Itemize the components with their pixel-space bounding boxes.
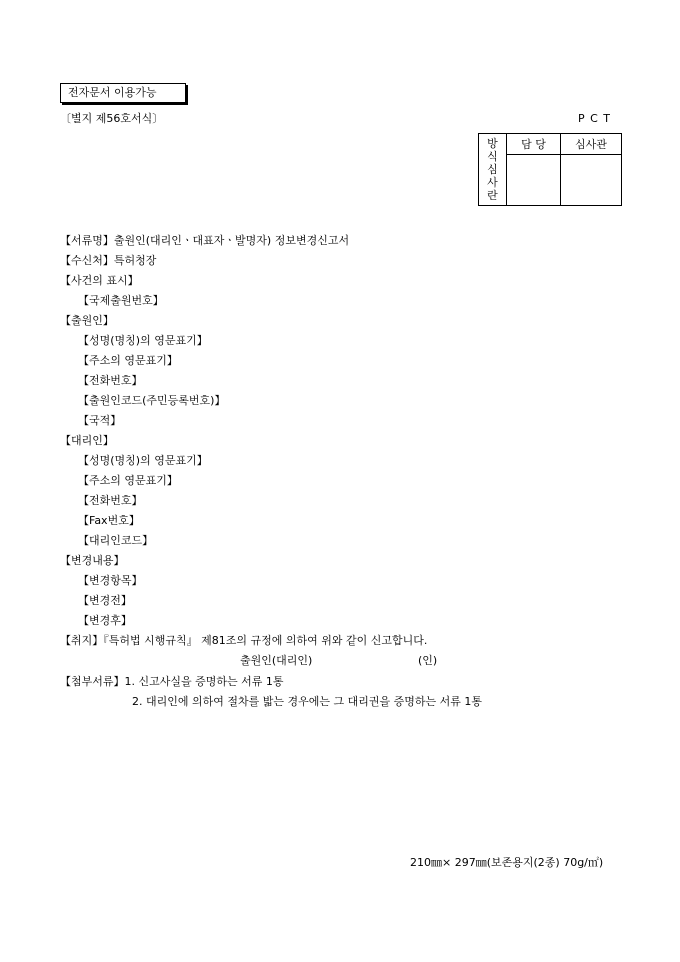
examiner-header: 심사관 — [561, 134, 622, 155]
applicant-nationality-line: 【국적】 — [78, 414, 122, 427]
purpose-line: 【취지】『특허법 시행규칙』 제81조의 규정에 의하여 위와 같이 신고합니다. — [60, 634, 428, 647]
agent-fax-line: 【Fax번호】 — [78, 514, 140, 527]
agent-code-line: 【대리인코드】 — [78, 534, 154, 547]
applicant-section-line: 【출원인】 — [60, 314, 114, 327]
examiner-signature-cell — [561, 155, 622, 206]
agent-name-english-line: 【성명(명칭)의 영문표기】 — [78, 454, 208, 467]
agent-phone-line: 【전화번호】 — [78, 494, 143, 507]
applicant-name-english-line: 【성명(명칭)의 영문표기】 — [78, 334, 208, 347]
stamp-char: 사 — [487, 176, 498, 189]
charge-header: 담 당 — [507, 134, 561, 155]
paper-size-note: 210㎜× 297㎜(보존용지(2종) 70g/㎡) — [410, 856, 604, 869]
document-title-line: 【서류명】출원인(대리인ㆍ대표자ㆍ발명자) 정보변경신고서 — [60, 234, 350, 247]
applicant-phone-line: 【전화번호】 — [78, 374, 143, 387]
stamp-char: 방 — [487, 137, 498, 150]
recipient-line: 【수신처】특허청장 — [60, 254, 157, 267]
stamp-char: 심 — [487, 163, 498, 176]
intl-application-number-line: 【국제출원번호】 — [78, 294, 164, 307]
change-item-line: 【변경항목】 — [78, 574, 143, 587]
seal-mark: (인) — [418, 654, 438, 667]
attachment-line-2: 2. 대리인에 의하여 절차를 밟는 경우에는 그 대리권을 증명하는 서류 1통 — [132, 695, 482, 708]
case-display-line: 【사건의 표시】 — [60, 274, 139, 287]
signer-label: 출원인(대리인) — [240, 654, 313, 667]
stamp-char: 식 — [487, 150, 498, 163]
before-change-line: 【변경전】 — [78, 594, 132, 607]
agent-address-english-line: 【주소의 영문표기】 — [78, 474, 178, 487]
applicant-code-line: 【출원인코드(주민등록번호)】 — [78, 394, 226, 407]
form-number: 〔별지 제56호서식〕 — [60, 112, 164, 125]
applicant-address-english-line: 【주소의 영문표기】 — [78, 354, 178, 367]
electronic-document-badge: 전자문서 이용가능 — [60, 83, 186, 103]
charge-signature-cell — [507, 155, 561, 206]
examination-stamp-box — [478, 133, 622, 206]
agent-section-line: 【대리인】 — [60, 434, 114, 447]
after-change-line: 【변경후】 — [78, 614, 132, 627]
method-review-column — [479, 134, 507, 206]
stamp-char: 란 — [487, 189, 498, 202]
pct-label: P C T — [578, 112, 612, 125]
attachment-line-1: 【첨부서류】1. 신고사실을 증명하는 서류 1통 — [60, 675, 284, 688]
change-content-section-line: 【변경내용】 — [60, 554, 125, 567]
